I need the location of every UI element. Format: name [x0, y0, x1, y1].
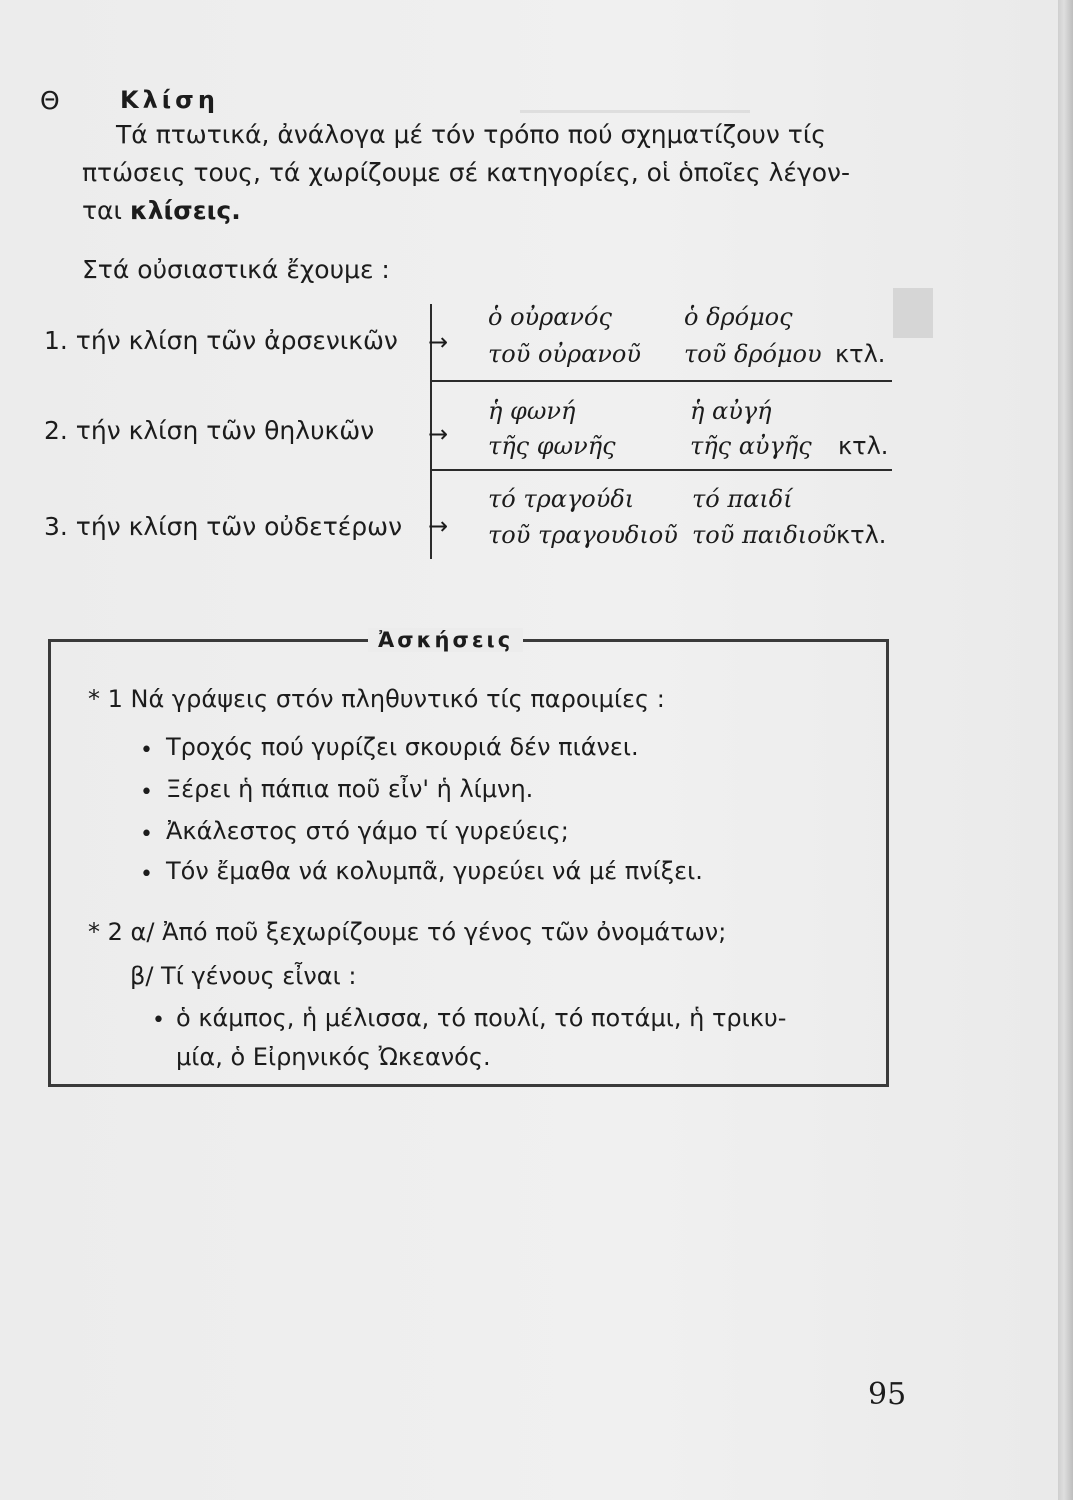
proverb-item: Ξέρει ἡ πάπια ποῦ εἶν' ἡ λίμνη.	[166, 775, 534, 803]
etc-label: κτλ.	[838, 432, 889, 460]
declension-label: 2. τήν κλίση τῶν θηλυκῶν	[44, 416, 375, 445]
bullet-icon: •	[140, 822, 153, 847]
intro-paragraph	[82, 116, 892, 230]
bleed-through-heading	[520, 70, 750, 113]
section-title: Κλίση	[120, 86, 219, 114]
arrow-right-icon: →	[428, 420, 449, 448]
paragraph-line: πτώσεις τους, τά χωρίζουμε σέ κατηγορίες, οἱ ὁποῖες λέγον-	[82, 158, 850, 187]
table-divider	[430, 469, 892, 471]
bullet-icon: •	[152, 1008, 165, 1033]
example-genitive: τῆς φωνῆς	[488, 432, 616, 460]
arrow-right-icon: →	[428, 512, 449, 540]
bleed-through-marker	[893, 288, 933, 338]
exercises-title: Ἀσκήσεις	[368, 628, 523, 652]
exercise-1-prompt: * 1 Νά γράψεις στόν πληθυντικό τίς παροιμίες :	[88, 685, 665, 713]
arrow-right-icon: →	[428, 328, 449, 356]
bullet-icon: •	[140, 738, 153, 763]
etc-label: κτλ.	[835, 340, 886, 368]
etc-label: κτλ.	[836, 521, 887, 549]
example-nominative: ἡ φωνή	[488, 397, 576, 425]
nouns-intro: Στά οὐσιαστικά ἔχουμε :	[82, 255, 390, 284]
example-nominative: ὁ δρόμος	[684, 303, 793, 331]
declension-label: 3. τήν κλίση τῶν οὐδετέρων	[44, 512, 403, 541]
bullet-icon: •	[140, 780, 153, 805]
bold-term: κλίσεις.	[129, 196, 241, 225]
gender-item-line: μία, ὁ Εἰρηνικός Ὠκεανός.	[176, 1043, 491, 1071]
section-symbol: Θ	[40, 86, 60, 115]
example-genitive: τοῦ δρόμου	[684, 340, 822, 368]
proverb-item: Ἀκάλεστος στό γάμο τί γυρεύεις;	[166, 817, 569, 845]
example-genitive: τοῦ τραγουδιοῦ	[488, 521, 678, 549]
example-nominative: τό τραγούδι	[488, 485, 635, 513]
paragraph-line: Τά πτωτικά, ἀνάλογα μέ τόν τρόπο πού σχηματίζουν τίς	[116, 120, 826, 149]
paragraph-line: ται κλίσεις.	[82, 196, 241, 225]
example-nominative: ὁ οὐρανός	[488, 303, 612, 331]
exercise-2-part-a: * 2 α/ Ἀπό ποῦ ξεχωρίζουμε τό γένος τῶν ὀνομάτων;	[88, 918, 727, 946]
page-edge	[1058, 0, 1073, 1500]
example-nominative: ἡ αὐγή	[690, 397, 772, 425]
example-nominative: τό παιδί	[692, 485, 793, 513]
exercise-2-part-b: β/ Τί γένους εἶναι :	[130, 962, 357, 990]
table-divider	[430, 380, 892, 382]
example-genitive: τῆς αὐγῆς	[690, 432, 812, 460]
proverb-item: Τροχός πού γυρίζει σκουριά δέν πιάνει.	[166, 733, 639, 761]
proverb-item: Τόν ἔμαθα νά κολυμπᾶ, γυρεύει νά μέ πνίξει.	[166, 857, 703, 885]
example-genitive: τοῦ παιδιοῦ	[692, 521, 837, 549]
gender-item-line: ὁ κάμπος, ἡ μέλισσα, τό πουλί, τό ποτάμι, ἡ τρικυ-	[176, 1004, 787, 1032]
declension-label: 1. τήν κλίση τῶν ἀρσενικῶν	[44, 326, 398, 355]
bullet-icon: •	[140, 862, 153, 887]
example-genitive: τοῦ οὐρανοῦ	[488, 340, 641, 368]
page-number: 95	[868, 1377, 907, 1412]
